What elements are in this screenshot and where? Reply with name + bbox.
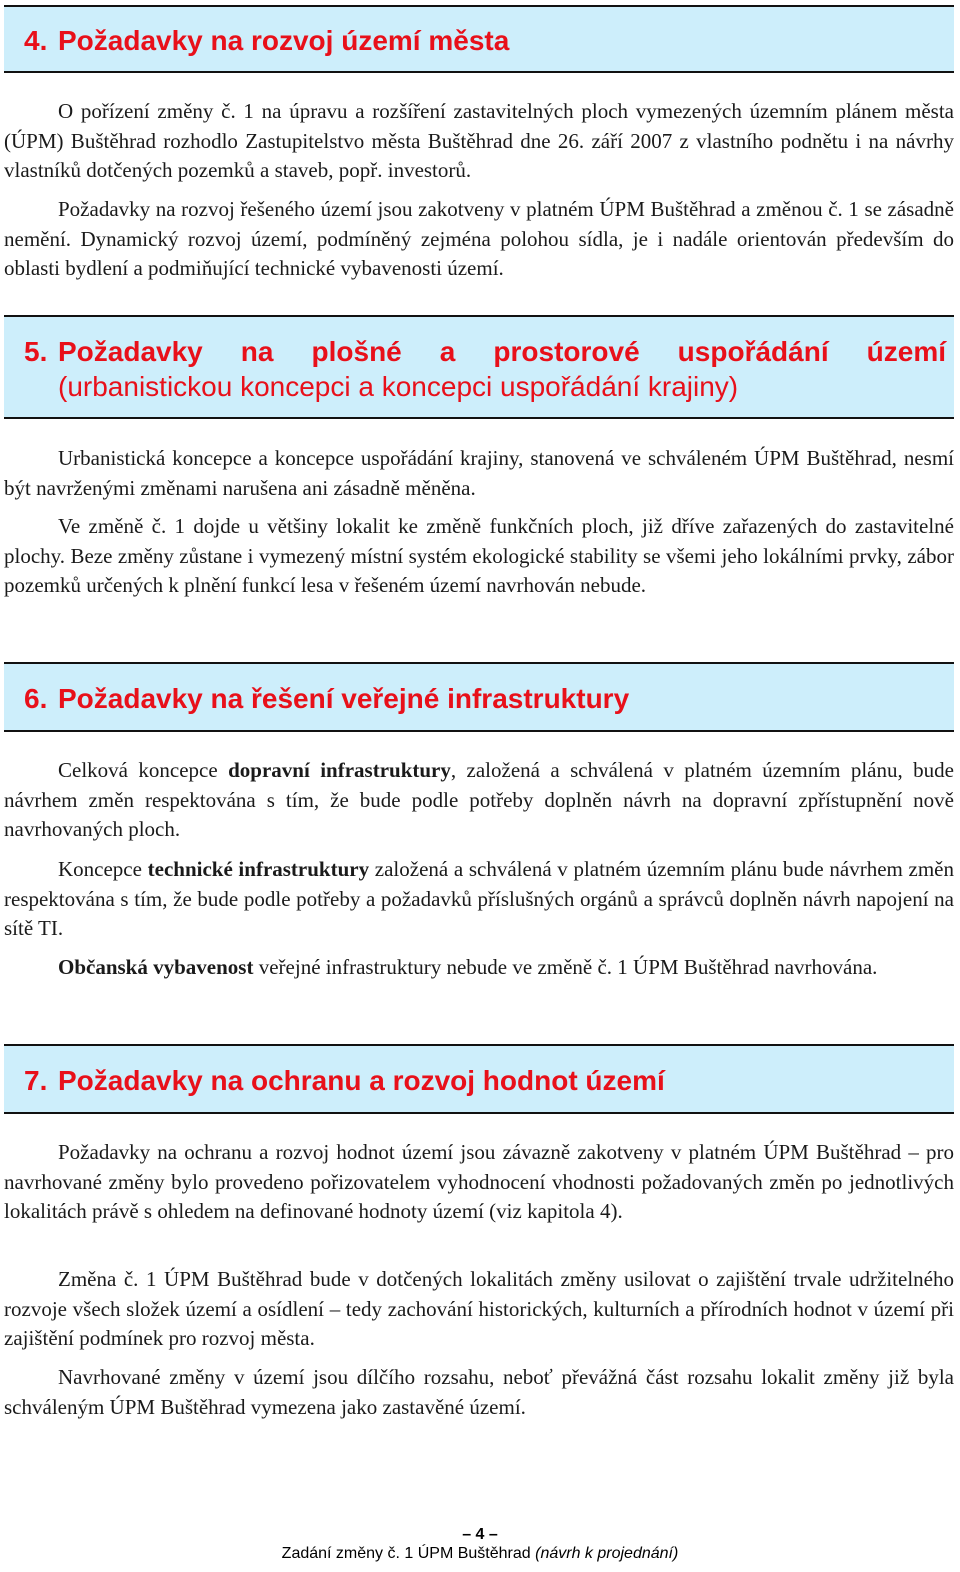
section-number: 4. xyxy=(24,25,48,56)
section-7-heading xyxy=(4,1044,954,1114)
paragraph: Celková koncepce dopravní infrastruktury, založená a schválená v platném územním plánu, bude návrhem změn respektována s tím, že bude podle potřeby doplněn návrh na dopravní zpřístupnění nově navrhovaných ploch. xyxy=(4,758,954,842)
section-4-heading xyxy=(4,5,954,73)
paragraph: Požadavky na rozvoj řešeného území jsou zakotveny v platném ÚPM Buštěhrad a změnou č. 1 se zásadně nemění. Dynamický rozvoj území, podmíněný zejména polohou sídla, je i nadále orientován především do oblasti bydlení a podmiňující technické vybavenosti území. xyxy=(4,197,954,281)
section-number: 6. xyxy=(24,683,48,714)
section-title: Požadavky na rozvoj území města xyxy=(58,25,510,56)
section-subtitle: (urbanistickou koncepci a koncepci uspořádání krajiny) xyxy=(58,371,739,402)
section-6-heading xyxy=(4,662,954,732)
paragraph: Navrhované změny v území jsou dílčího rozsahu, neboť převážná část rozsahu lokalit změny již byla schváleným ÚPM Buštěhrad vymezena jako zastavěné území. xyxy=(4,1365,954,1419)
section-title: Požadavky na řešení veřejné infrastruktury xyxy=(58,683,630,714)
paragraph: O pořízení změny č. 1 na úpravu a rozšíření zastavitelných ploch vymezených územním plánem města (ÚPM) Buštěhrad rozhodlo Zastupitelstvo města Buštěhrad dne 26. září 2007 z vlastního podnětu i na návrhy vlastníků dotčených pozemků a staveb, popř. investorů. xyxy=(4,99,954,183)
section-title: Požadavky na plošné a prostorové uspořádání území xyxy=(58,336,946,367)
section-number: 5. xyxy=(24,336,48,367)
document-title: Zadání změny č. 1 ÚPM Buštěhrad xyxy=(281,1545,531,1562)
paragraph: Požadavky na ochranu a rozvoj hodnot území jsou závazně zakotveny v platném ÚPM Buštěhrad – pro navrhované změny bylo provedeno pořizovatelem vyhodnocení vhodnosti požadovaných změn po jednotlivých lokalitách právě s ohledem na definované hodnoty území (viz kapitola 4). xyxy=(4,1140,954,1224)
paragraph: Ve změně č. 1 dojde u většiny lokalit ke změně funkčních ploch, již dříve zařazených do zastavitelné plochy. Beze změny zůstane i vymezený místní systém ekologické stability se všemi jeho lokálními prvky, zábor pozemků určených k plnění funkcí lesa v řešeném území navrhován nebude. xyxy=(4,514,954,598)
paragraph: Koncepce technické infrastruktury založená a schválená v platném územním plánu bude návrhem změn respektována s tím, že bude podle potřeby a požadavků příslušných orgánů a správců doplněn návrh napojení na sítě TI. xyxy=(4,857,954,941)
document-footer xyxy=(0,1545,960,1563)
section-5-heading xyxy=(4,315,954,419)
paragraph: Občanská vybavenost veřejné infrastruktury nebude ve změně č. 1 ÚPM Buštěhrad navrhována. xyxy=(58,955,878,979)
paragraph: Urbanistická koncepce a koncepce uspořádání krajiny, stanovená ve schváleném ÚPM Buštěhrad, nesmí být navrženými změnami narušena ani zásadně měněna. xyxy=(4,446,954,500)
document-note: (návrh k projednání) xyxy=(535,1545,679,1562)
section-title: Požadavky na ochranu a rozvoj hodnot území xyxy=(58,1065,665,1096)
page-number: – 4 – xyxy=(462,1526,498,1543)
paragraph: Změna č. 1 ÚPM Buštěhrad bude v dotčených lokalitách změny usilovat o zajištění trvale udržitelného rozvoje všech složek území a osídlení – tedy zachování historických, kulturních a přírodních hodnot v území při zajištění podmínek pro rozvoj města. xyxy=(4,1267,954,1351)
section-number: 7. xyxy=(24,1065,48,1096)
